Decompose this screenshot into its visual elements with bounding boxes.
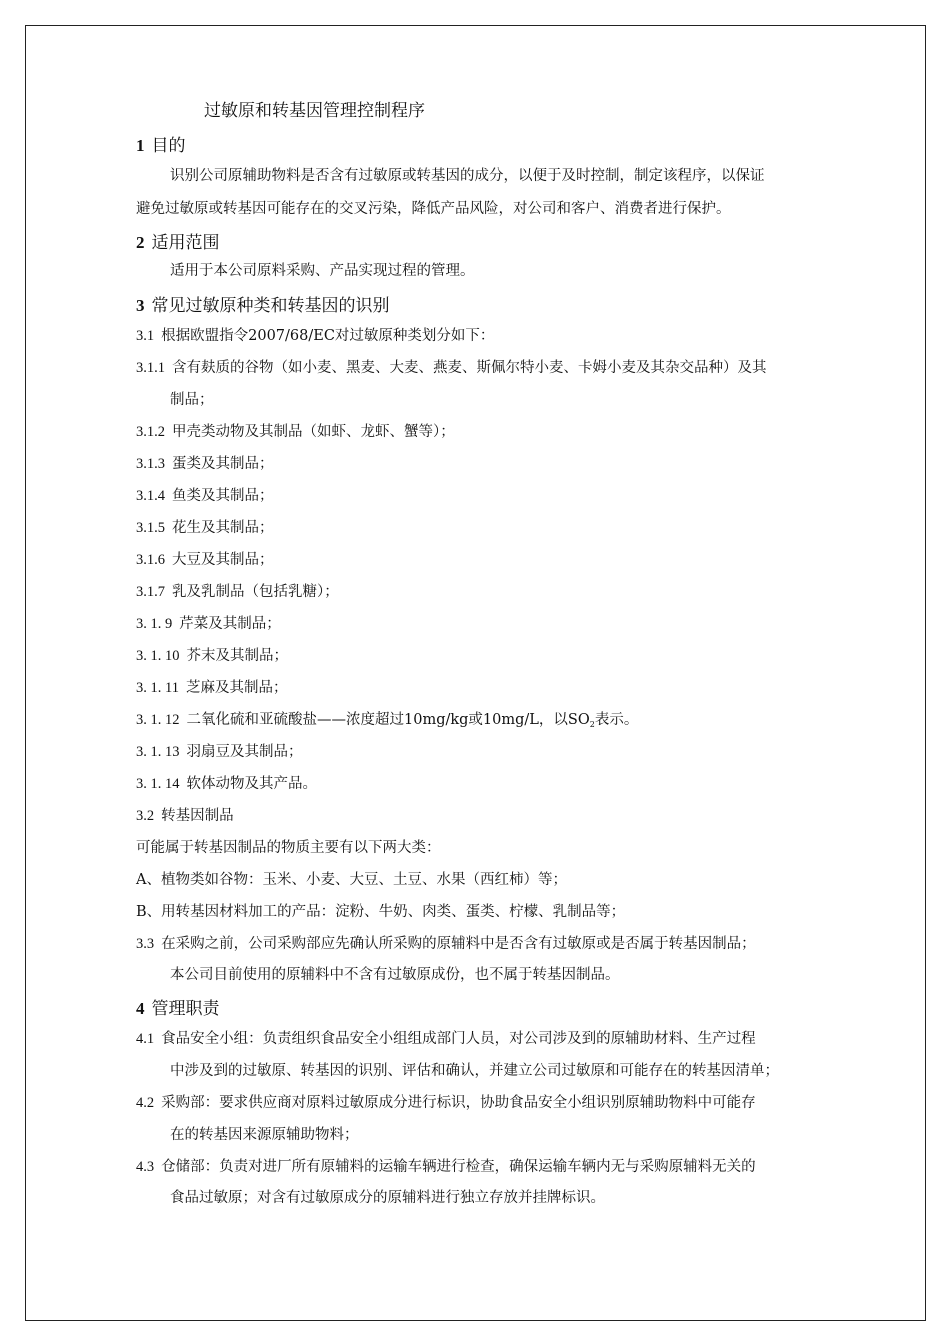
item-4-3-cont: 食品过敏原；对含有过敏原成分的原辅料进行独立存放并挂牌标识。 [170, 1190, 605, 1206]
section-1-line-2: 避免过敏原或转基因可能存在的交叉污染，降低产品风险，对公司和客户、消费者进行保护。 [136, 201, 731, 217]
section-4-title: 管理职责 [151, 999, 220, 1019]
item-3-1-13: 3. 1. 13 羽扇豆及其制品； [136, 744, 303, 760]
section-2-heading [136, 228, 220, 253]
section-1-title: 目的 [151, 136, 186, 156]
item-3-1-3: 3.1.3 蛋类及其制品； [136, 456, 274, 472]
item-3-3-cont: 本公司目前使用的原辅料中不含有过敏原成份，也不属于转基因制品。 [170, 967, 620, 983]
item-3-1-4: 3.1.4 鱼类及其制品； [136, 488, 274, 504]
item-3-1-9: 3. 1. 9 芹菜及其制品； [136, 616, 281, 632]
section-3-title: 常见过敏原种类和转基因的识别 [151, 296, 390, 316]
item-3-1-7: 3.1.7 乳及乳制品（包括乳糖）； [136, 584, 339, 600]
page-border [25, 25, 926, 1321]
section-3-number: 3 [136, 296, 145, 315]
item-3-1-5: 3.1.5 花生及其制品； [136, 520, 274, 536]
item-3-1: 3.1 根据欧盟指令2007/68/EC对过敏原种类划分如下： [136, 328, 495, 344]
gmo-intro: 可能属于转基因制品的物质主要有以下两大类： [136, 840, 441, 856]
item-3-1-6: 3.1.6 大豆及其制品； [136, 552, 274, 568]
gmo-category-a: A、植物类如谷物：玉米、小麦、大豆、土豆、水果（西红柿）等； [136, 872, 567, 888]
item-4-1: 4.1 食品安全小组：负责组织食品安全小组组成部门人员，对公司涉及到的原辅助材料、生产过程 [136, 1031, 756, 1047]
item-3-1-14: 3. 1. 14 软体动物及其产品。 [136, 776, 317, 792]
item-4-2: 4.2 采购部：要求供应商对原料过敏原成分进行标识，协助食品安全小组识别原辅助物料中可能存 [136, 1095, 756, 1111]
item-3-1-11: 3. 1. 11 芝麻及其制品； [136, 680, 288, 696]
item-3-1-12: 3. 1. 12 二氧化硫和亚硫酸盐——浓度超过10mg/kg或10mg/L，以$SO_2$表示。 [136, 712, 639, 729]
item-3-1-10: 3. 1. 10 芥末及其制品； [136, 648, 288, 664]
item-4-2-cont: 在的转基因来源原辅助物料； [170, 1127, 359, 1143]
section-1-line-1: 识别公司原辅助物料是否含有过敏原或转基因的成分，以便于及时控制，制定该程序，以保证 [170, 168, 765, 184]
section-2-title: 适用范围 [151, 233, 220, 253]
item-3-1-1-cont: 制品； [170, 392, 214, 408]
item-4-1-cont: 中涉及到的过敏原、转基因的识别、评估和确认，并建立公司过敏原和可能存在的转基因清单； [170, 1063, 779, 1079]
section-2-line-1: 适用于本公司原料采购、产品实现过程的管理。 [170, 263, 475, 279]
section-2-number: 2 [136, 233, 145, 252]
item-3-2: 3.2 转基因制品 [136, 808, 234, 824]
section-1-number: 1 [136, 136, 145, 155]
item-3-1-1: 3.1.1 含有麸质的谷物（如小麦、黑麦、大麦、燕麦、斯佩尔特小麦、卡姆小麦及其杂交品种）及其 [136, 360, 767, 376]
section-4-number: 4 [136, 999, 145, 1018]
section-3-heading [136, 291, 390, 316]
item-4-3: 4.3 仓储部：负责对进厂所有原辅料的运输车辆进行检查，确保运输车辆内无与采购原辅料无关的 [136, 1159, 756, 1175]
gmo-category-b: B、用转基因材料加工的产品：淀粉、牛奶、肉类、蛋类、柠檬、乳制品等； [136, 904, 626, 920]
section-4-heading [136, 994, 220, 1019]
section-1-heading [136, 131, 186, 156]
item-3-3: 3.3 在采购之前，公司采购部应先确认所采购的原辅料中是否含有过敏原或是否属于转基因制品； [136, 936, 756, 952]
item-3-1-2: 3.1.2 甲壳类动物及其制品（如虾、龙虾、蟹等）； [136, 424, 455, 440]
document-title: 过敏原和转基因管理控制程序 [204, 101, 425, 121]
